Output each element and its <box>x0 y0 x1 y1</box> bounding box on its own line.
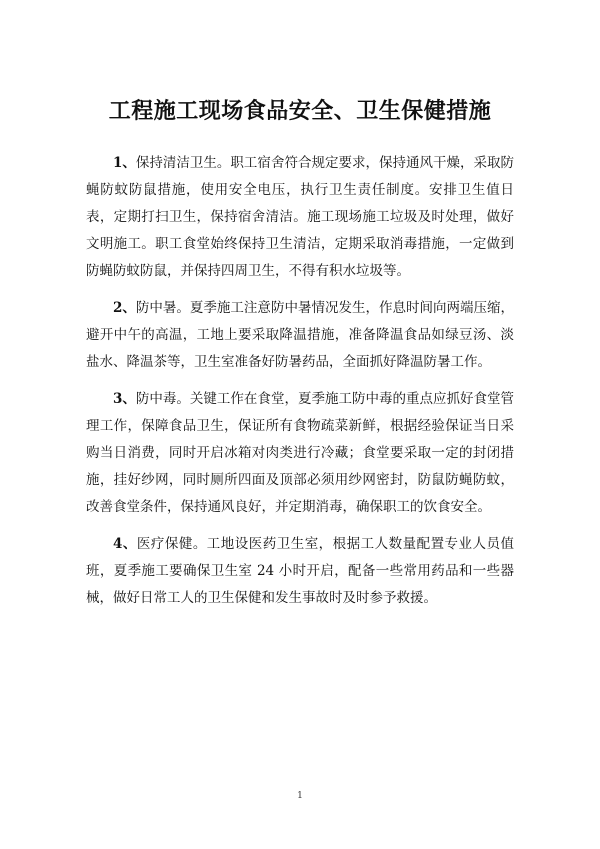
paragraph-hygiene <box>86 150 514 285</box>
page-number: 1 <box>297 791 303 801</box>
paragraph-number: 4、 <box>113 536 137 552</box>
paragraph-number: 3、 <box>113 391 136 407</box>
paragraph-heatstroke <box>86 295 514 376</box>
document-body <box>86 150 514 622</box>
paragraph-number: 2、 <box>113 300 136 316</box>
paragraph-poisoning <box>86 386 514 521</box>
paragraph-text: 保持清洁卫生。职工宿舍符合规定要求，保持通风干燥，采取防蝇防蚊防鼠措施，使用安全电压，执行卫生责任制度。安排卫生值日表，定期打扫卫生，保持宿舍清洁。施工现场施工垃圾及时处理，做好文明施工。职工食堂始终保持卫生清洁，定期采取消毒措施，一定做到防蝇防蚊防鼠，并保持四周卫生，不得有积水垃圾等。 <box>86 155 514 279</box>
paragraph-text: 医疗保健。工地设医药卫生室，根据工人数量配置专业人员值班，夏季施工要确保卫生室 24 小时开启，配备一些常用药品和一些器械，做好日常工人的卫生保健和发生事故时及时参予救援。 <box>86 536 514 606</box>
page-title: 工程施工现场食品安全、卫生保健措施 <box>108 98 492 124</box>
paragraph-text: 防中暑。夏季施工注意防中暑情况发生，作息时间向两端压缩，避开中午的高温，工地上要采取降温措施，准备降温食品如绿豆汤、淡盐水、降温茶等，卫生室准备好防暑药品，全面抓好降温防暑工作。 <box>86 300 514 370</box>
paragraph-medical <box>86 531 514 612</box>
paragraph-number: 1、 <box>113 155 136 171</box>
paragraph-text: 防中毒。关键工作在食堂，夏季施工防中毒的重点应抓好食堂管理工作，保障食品卫生，保证所有食物疏菜新鲜，根据经验保证当日采购当日消费，同时开启冰箱对肉类进行冷藏；食堂要采取一定的封闭措施，挂好纱网，同时厕所四面及顶部必须用纱网密封，防鼠防蝇防蚊，改善食堂条件，保持通风良好，并定期消毒，确保职工的饮食安全。 <box>86 391 514 515</box>
